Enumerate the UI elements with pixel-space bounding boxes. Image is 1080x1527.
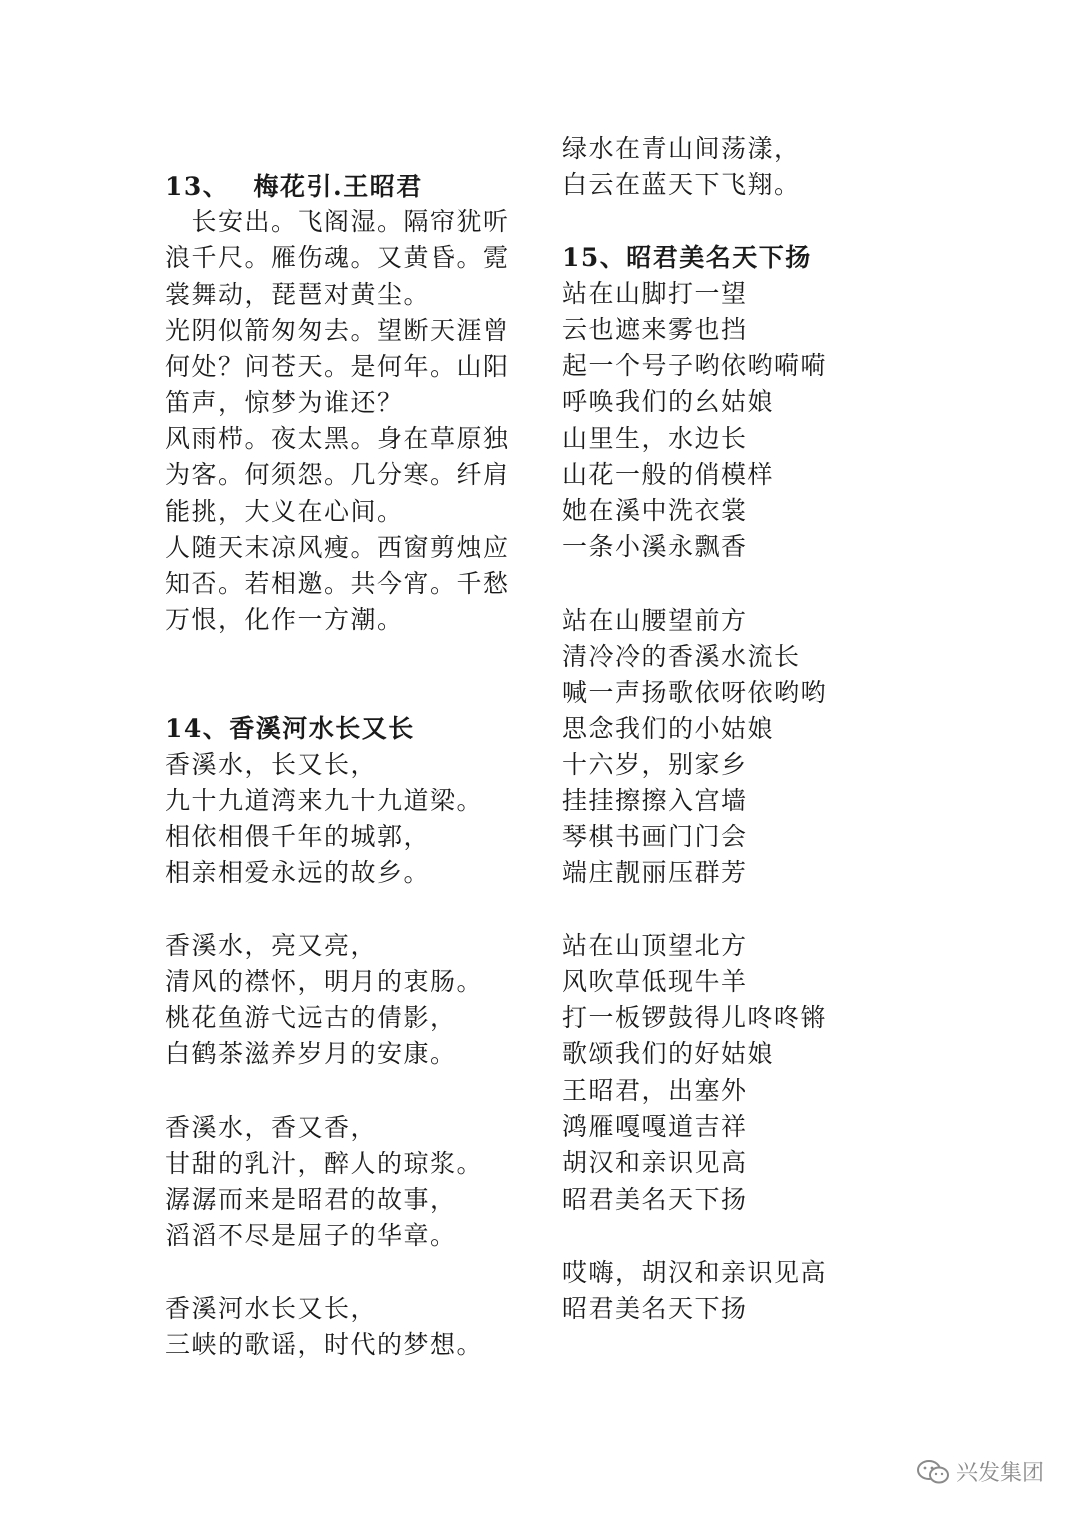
poem-line: 昭君美名天下扬 [562, 1294, 748, 1323]
poem-line: 王昭君，出塞外 [562, 1076, 748, 1105]
poem-line: 鸿雁嘎嘎道吉祥 [562, 1112, 748, 1141]
poem-line: 琴棋书画门门会 [562, 822, 748, 851]
poem-line: 站在山脚打一望 [562, 279, 748, 308]
poem-line: 山里生，水边长 [562, 424, 748, 453]
poem-line: 站在山腰望前方 [562, 606, 748, 635]
poem-line: 香溪水，长又长， [165, 750, 378, 779]
poem-line: 清冷冷的香溪水流长 [562, 642, 801, 671]
poem-line: 香溪水，香又香， [165, 1113, 378, 1142]
poem-line: 何处？问苍天。是何年。山阳 [165, 352, 510, 381]
poem-line: 知否。若相邀。共今宵。千愁 [165, 569, 510, 598]
poem-line: 浪千尺。雁伤魂。又黄昏。霓 [165, 243, 510, 272]
section-15-title: 15、昭君美名天下扬 [562, 243, 812, 272]
watermark-text: 兴发集团 [955, 1461, 1044, 1486]
poem-line: 绿水在青山间荡漾， [562, 134, 801, 163]
poem-line: 能挑，大义在心间。 [165, 497, 404, 526]
poem-line: 昭君美名天下扬 [562, 1185, 748, 1214]
poem-line: 笛声，惊梦为谁还？ [165, 388, 404, 417]
poem-line: 九十九道湾来九十九道梁。 [165, 786, 484, 815]
poem-line: 她在溪中洗衣裳 [562, 496, 748, 525]
watermark [916, 1456, 1044, 1487]
poem-line: 十六岁，别家乡 [562, 750, 748, 779]
poem-line: 歌颂我们的好姑娘 [562, 1039, 775, 1068]
poem-line: 山花一般的俏模样 [562, 460, 775, 489]
poem-line: 一条小溪永飘香 [562, 532, 748, 561]
poem-line: 挂挂擦擦入宫墙 [562, 786, 748, 815]
poem-line: 甘甜的乳汁，醉人的琼浆。 [165, 1149, 484, 1178]
poem-line: 裳舞动，琵琶对黄尘。 [165, 280, 431, 309]
poem-line: 万恨，化作一方潮。 [165, 605, 404, 634]
poem-line: 相亲相爱永远的故乡。 [165, 858, 431, 887]
poem-line: 三峡的歌谣，时代的梦想。 [165, 1330, 484, 1359]
poem-line: 风吹草低现牛羊 [562, 967, 748, 996]
poem-line: 清风的襟怀，明月的衷肠。 [165, 967, 484, 996]
poem-line: 端庄靓丽压群芳 [562, 858, 748, 887]
poem-line: 胡汉和亲识见高 [562, 1148, 748, 1177]
poem-line: 光阴似箭匆匆去。望断天涯曾 [165, 316, 510, 345]
poem-line: 人随天末凉风瘦。西窗剪烛应 [165, 533, 510, 562]
poem-line: 香溪河水长又长， [165, 1294, 378, 1323]
poem-line: 风雨栉。夜太黑。身在草原独 [165, 424, 510, 453]
poem-line: 打一板锣鼓得儿咚咚锵 [562, 1003, 828, 1032]
poem-line: 相依相偎千年的城郭， [165, 822, 431, 851]
poem-line: 香溪水，亮又亮， [165, 931, 378, 960]
poem-line: 哎嗨，胡汉和亲识见高 [562, 1258, 828, 1287]
poem-line: 为客。何须怨。几分寒。纤肩 [165, 460, 510, 489]
poem-line: 呼唤我们的幺姑娘 [562, 387, 775, 416]
poem-line: 起一个号子哟依哟嗬嗬 [562, 351, 828, 380]
poem-line: 站在山顶望北方 [562, 931, 748, 960]
poem-line: 喊一声扬歌依呀依哟哟 [562, 678, 828, 707]
poem-line: 白鹤茶滋养岁月的安康。 [165, 1039, 457, 1068]
poem-line: 滔滔不尽是屈子的华章。 [165, 1221, 457, 1250]
poem-line: 白云在蓝天下飞翔。 [562, 170, 801, 199]
section-13-title: 13、 梅花引.王昭君 [165, 172, 423, 201]
poem-line: 长安出。飞阁湿。隔帘犹听 [165, 207, 510, 236]
poem-line: 思念我们的小姑娘 [562, 714, 775, 743]
poem-line: 潺潺而来是昭君的故事， [165, 1185, 457, 1214]
poem-line: 云也遮来雾也挡 [562, 315, 748, 344]
poem-line: 桃花鱼游弋远古的倩影， [165, 1003, 457, 1032]
wechat-icon [916, 1459, 950, 1485]
section-14-title: 14、香溪河水长又长 [165, 714, 415, 743]
